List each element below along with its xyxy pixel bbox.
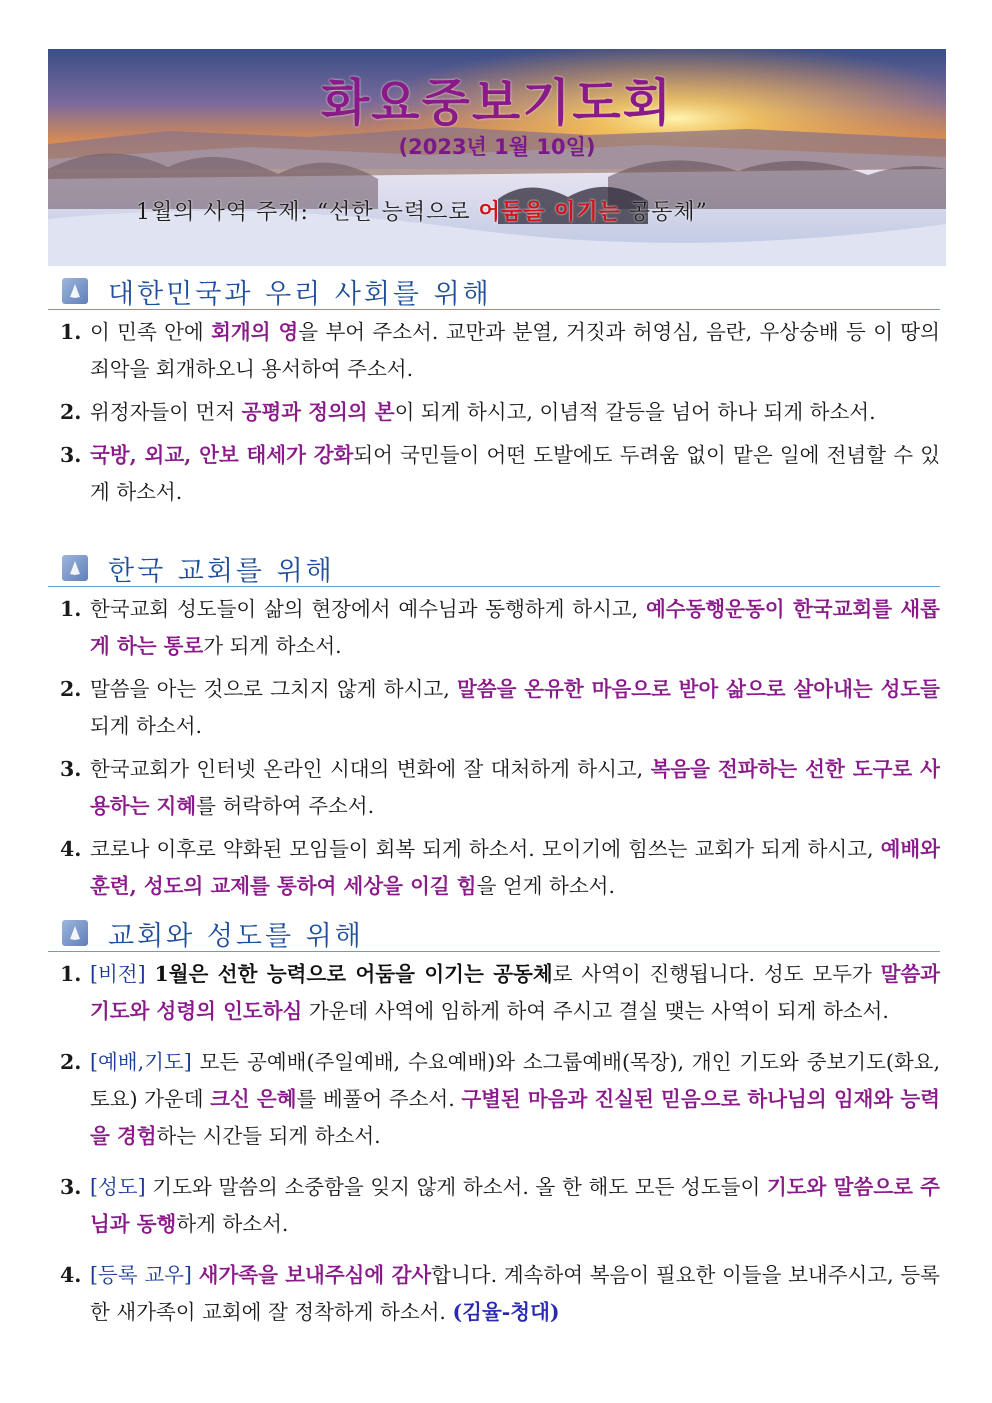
highlight-text: 새가족을 보내주심에 감사 — [198, 1263, 432, 1287]
section-header — [48, 550, 940, 587]
prayer-item — [48, 437, 940, 511]
prayer-list — [48, 956, 940, 1331]
item-text: 로 사역이 진행됩니다. 성도 모두가 — [552, 962, 881, 986]
section-nation — [48, 273, 940, 511]
highlight-text: 말씀과 기도와 성령의 인도하심 — [90, 962, 940, 1023]
prayer-item — [48, 751, 940, 825]
praying-hands-icon — [62, 278, 88, 304]
item-number: 2. — [60, 677, 82, 701]
item-number: 1. — [60, 597, 82, 621]
item-number: 1. — [60, 320, 82, 344]
item-text: 말씀을 아는 것으로 그치지 않게 하시고, — [90, 677, 457, 701]
section-header — [48, 915, 940, 952]
item-number: 3. — [60, 1175, 82, 1199]
item-number: 4. — [60, 1263, 82, 1287]
item-text: 을 부어 주소서. 교만과 분열, 거짓과 허영심, 음란, 우상숭배 등 이 땅의 죄악을 회개하오니 용서하여 주소서. — [90, 320, 940, 381]
theme-suffix: 공동체” — [620, 200, 708, 225]
praying-hands-icon — [62, 555, 88, 581]
item-text: 를 허락하여 주소서. — [196, 794, 375, 818]
highlight-text: [성도] — [90, 1175, 153, 1199]
section-title: 교회와 성도를 위해 — [108, 920, 364, 952]
item-text: 한국교회 성도들이 삶의 현장에서 예수님과 동행하게 하시고, — [90, 597, 646, 621]
section-korean-church — [48, 550, 940, 905]
highlight-text: 예배와 훈련, 성도의 교제를 통하여 세상을 이길 힘 — [90, 837, 940, 898]
highlight-text: [등록 교우] — [90, 1263, 199, 1287]
highlight-text: 회개의 영 — [211, 320, 299, 344]
item-text: 를 베풀어 주소서. — [296, 1087, 462, 1111]
prayer-item — [48, 1257, 940, 1331]
highlight-text: 1월은 선한 능력으로 어둠을 이기는 공동체 — [154, 962, 553, 986]
highlight-text: [예배,기도] — [90, 1050, 200, 1074]
item-number: 3. — [60, 443, 82, 467]
item-text: 을 얻게 하소서. — [476, 874, 615, 898]
prayer-item — [48, 591, 940, 665]
highlight-text: 복음을 전파하는 선한 도구로 사용하는 지혜 — [90, 757, 940, 818]
item-text: 되게 하소서. — [90, 714, 203, 738]
prayer-item — [48, 831, 940, 905]
highlight-text: 공평과 정의의 본 — [241, 400, 395, 424]
item-number: 2. — [60, 1050, 82, 1074]
prayer-item — [48, 956, 940, 1030]
prayer-item — [48, 1169, 940, 1243]
praying-hands-icon — [62, 920, 88, 946]
theme-prefix: 1월의 사역 주제: “선한 능력으로 — [136, 200, 479, 225]
item-text: 합니다. 계속하여 복음이 필요한 이들을 보내주시고, 등록한 새가족이 교회에 잘 정착하게 하소서. — [90, 1263, 940, 1324]
section-header — [48, 273, 940, 310]
item-number: 1. — [60, 962, 82, 986]
highlight-text: 기도와 말씀으로 주님과 동행 — [90, 1175, 940, 1236]
item-text: 코로나 이후로 약화된 모임들이 회복 되게 하소서. 모이기에 힘쓰는 교회가 되게 하시고, — [90, 837, 881, 861]
prayer-item — [48, 1044, 940, 1155]
prayer-item — [48, 314, 940, 388]
item-text: 모든 공예배(주일예배, 수요예배)와 소그룹예배(목장), 개인 기도와 중보기도(화요, 토요) 가운데 — [90, 1050, 940, 1111]
item-text: 한국교회가 인터넷 온라인 시대의 변화에 잘 대처하게 하시고, — [90, 757, 651, 781]
prayer-item — [48, 671, 940, 745]
highlight-text: [비전] — [90, 962, 155, 986]
meeting-date: (2023년 1월 10일) — [398, 135, 596, 159]
section-title: 대한민국과 우리 사회를 위해 — [108, 278, 492, 310]
item-text: 기도와 말씀의 소중함을 잊지 않게 하소서. 올 한 해도 모든 성도들이 — [152, 1175, 767, 1199]
highlight-text: 구별된 마음과 진실된 믿음으로 하나님의 임재와 능력을 경험 — [90, 1087, 941, 1148]
item-text: 하게 하소서. — [176, 1212, 289, 1236]
item-text: 이 되게 하시고, 이념적 갈등을 넘어 하나 되게 하소서. — [394, 400, 876, 424]
item-text: 위정자들이 먼저 — [90, 400, 242, 424]
item-text: 가 되게 하소서. — [203, 634, 342, 658]
highlight-text: 말씀을 온유한 마음으로 받아 삶으로 살아내는 성도들 — [456, 677, 940, 701]
item-number: 3. — [60, 757, 82, 781]
highlight-text: (김율-청대) — [452, 1300, 560, 1324]
monthly-theme — [136, 195, 708, 226]
item-number: 2. — [60, 400, 82, 424]
page-title: 화요중보기도회 — [320, 74, 674, 132]
highlight-text: 크신 은혜 — [210, 1087, 297, 1111]
prayer-item — [48, 394, 940, 431]
prayer-list — [48, 591, 940, 905]
item-number: 4. — [60, 837, 82, 861]
item-text: 하는 시간들 되게 하소서. — [156, 1124, 381, 1148]
theme-highlight: 어둠을 이기는 — [478, 199, 621, 225]
highlight-text: 국방, 외교, 안보 태세가 강화 — [90, 443, 354, 467]
prayer-list — [48, 314, 940, 511]
highlight-text: 예수동행운동이 한국교회를 새롭게 하는 통로 — [90, 597, 940, 658]
item-text: 가운데 사역에 임하게 하여 주시고 결실 맺는 사역이 되게 하소서. — [302, 999, 889, 1023]
section-church-members — [48, 915, 940, 1331]
header-banner — [48, 49, 946, 266]
item-text: 이 민족 안에 — [90, 320, 212, 344]
item-text: 되어 국민들이 어떤 도발에도 두려움 없이 맡은 일에 전념할 수 있게 하소서. — [90, 443, 940, 504]
section-title: 한국 교회를 위해 — [108, 555, 335, 587]
